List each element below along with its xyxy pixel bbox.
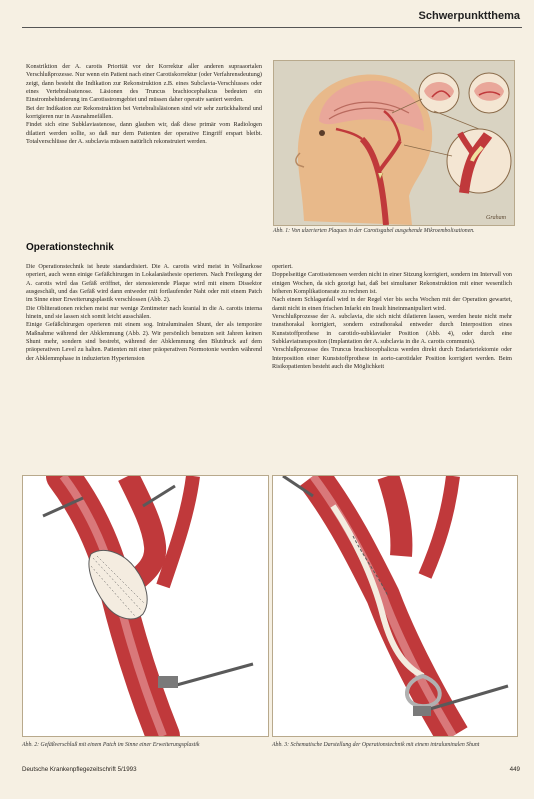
body-column-right [272, 263, 512, 458]
body-column-left [26, 263, 262, 458]
figure-1-illustration [273, 60, 515, 226]
head-artery-illustration [274, 61, 514, 225]
artist-signature: Graham [486, 215, 507, 221]
body-paragraph: Einige Gefäßchirurgen operieren mit einem sog. Intraluminalen Shunt, der als temporäre Maßnahme während der Abklemmung (Abb. 2). Wir persönlich benutzen seit Jahren keinen Shunt mehr, sondern sind bestrebt, während der Abklemmung den Blutdruck auf dem präoperativen Level zu halten. Patienten mit einer präoperativen Normotonie werden während der Abklemmphase in induzierten Hypertension [26, 321, 262, 362]
figure-2-illustration [22, 475, 269, 737]
body-paragraph: Verschlußprozesse des Truncus brachiocephalicus werden direkt durch Endarteriektomie oder Interposition einer Kunststoffprothese in aorto-carotidaler Position korrigiert werden. Beim Risikopatienten besteht auch die Möglichkeit [272, 346, 512, 371]
intro-paragraph: Bei der Indikation zur Rekonstruktion bei Vertebralisläsionen sind wir sehr zurückhaltend und korrigieren nur in Ausnahmefällen. [26, 104, 262, 121]
body-paragraph: operiert. [272, 263, 293, 270]
body-paragraph: Doppelseitige Carotisstenosen werden nicht in einer Sitzung korrigiert, sondern im Intervall von einigen Wochen, da sich gezeigt hat, daß bei simultaner Rekonstruktion mit einer wesentlich höheren Komplikationsrate zu rechnen ist. [272, 271, 512, 296]
body-paragraph: Die Obliterationen reichen meist nur wenige Zentimeter nach kranial in die A. carotis interna hinein, und sie lassen sich somit leicht ausschälen. [26, 304, 262, 321]
section-heading: Operationstechnik [26, 242, 114, 253]
patch-plasty-illustration [23, 476, 268, 736]
body-paragraph: Die Operationstechnik ist heute standardisiert. Die A. carotis wird meist in Vollnarkose operiert, auch wenn einige Gefäßchirurgen in Lokalanästhesie operieren. Nach Freilegung der A. carotis wird das Gefäß eröffnet, der stenosierende Plaque wird mit einem Dissektor ausgeschält, und das Gefäß wird dann entweder mit fortlaufender Naht oder mit einem Patch im Sinne einer Erweiterungsplastik verschlossen (Abb. 2). [26, 263, 262, 304]
intro-paragraph: Konstriktion der A. carotis Priorität vor der Korrektur aller anderen supraaortalen Verschlußprozesse. Nur wenn ein Patient nach einer Carotiskorrektur (oder Verfahrensdeutung) zeigt, dann besteht die Indikation zur Rekonstruktion z.B. eines Subclavia-Verschlusses oder eines Vertebralisstenose. Läsionen des Truncus brachiocephalicus bedeuten ein Einstrombehinderung im Carotisstromgebiet und müssen daher operativ saniert werden. [26, 63, 262, 104]
figure-3-illustration [272, 475, 518, 737]
header-rule [22, 27, 522, 28]
page-number: 449 [509, 766, 520, 773]
body-paragraph: Nach einem Schlaganfall wird in der Regel vier bis sechs Wochen mit der Operation gewartet, damit nicht in einen frischen Infarkt ein Insult hineinmanipuliert wird. [272, 296, 512, 312]
figure-1-caption: Abb. 1: Von ulzerierten Plaques in der Carotisgabel ausgehende Mikroembolisationen. [273, 228, 475, 234]
journal-footer: Deutsche Krankenpflegezeitschrift 5/1993 [22, 766, 137, 773]
shunt-technique-illustration [273, 476, 517, 736]
intro-paragraph: Findet sich eine Subklaviastenose, dann glauben wir, daß diese primär vom Radiologen dilatiert werden sollte, so daß nur dem Patienten der operative Eingriff erspart bleibt. Totalverschlüsse der A. subclavia müssen natürlich rekonstruiert werden. [26, 121, 262, 146]
figure-2-caption: Abb. 2: Gefäßverschluß mit einem Patch im Sinne einer Erweiterungsplastik [22, 742, 200, 748]
intro-column [26, 63, 262, 233]
section-header: Schwerpunktthema [418, 10, 520, 22]
figure-3-caption: Abb. 3: Schematische Darstellung der Operationstechnik mit einem intraluminalen Shunt [272, 742, 480, 748]
body-paragraph: Verschlußprozesse der A. subclavia, die sich nicht dilatieren lassen, werden heute nicht mehr transthorakal korrigiert, sondern extrathorakal entweder durch Interposition eines Kunststoffprothese in carotido-subklavialer Position (Abb. 4), oder durch eine Subklaviatranspositon (Implantation der A. subclavia in die A. carotis communis). [272, 313, 512, 346]
